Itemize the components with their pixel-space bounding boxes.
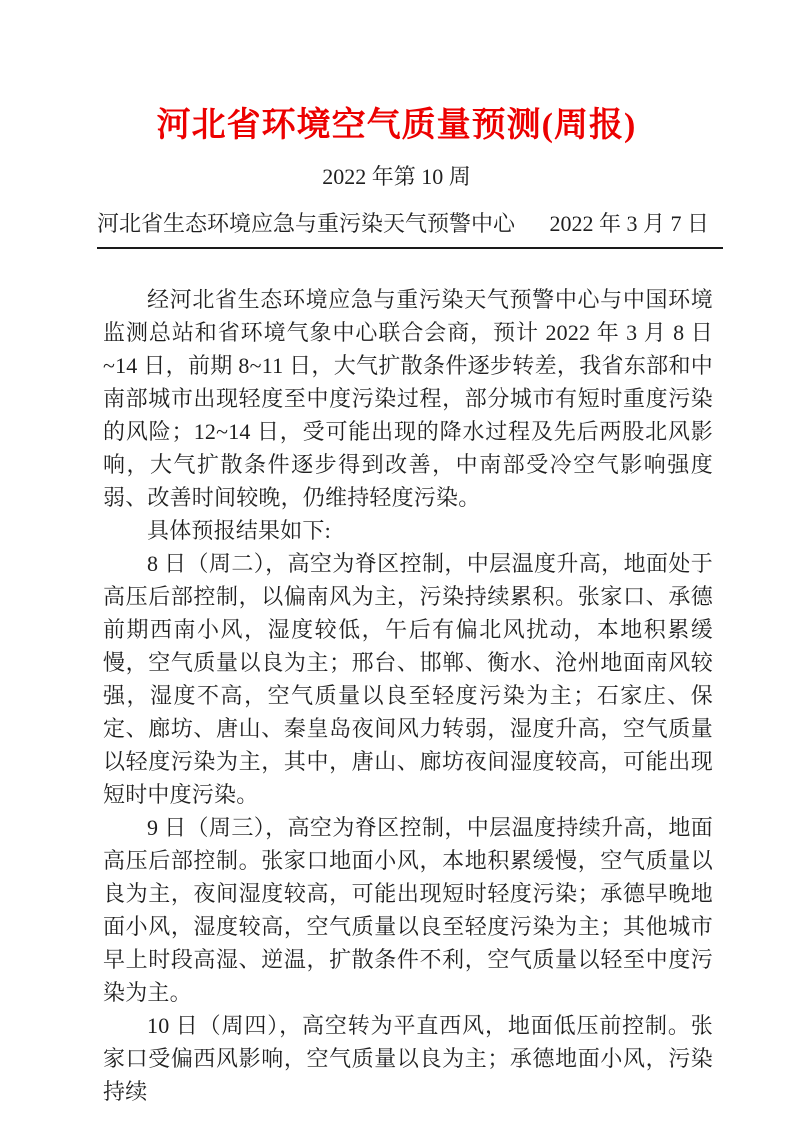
paragraph-day10-forecast: 10 日（周四），高空转为平直西风，地面低压前控制。张家口受偏西风影响，空气质量以良为主；承德地面小风，污染持续 — [103, 1012, 713, 1104]
header-divider — [97, 247, 723, 249]
paragraph-day8-forecast: 8 日（周二），高空为脊区控制，中层温度升高，地面处于高压后部控制，以偏南风为主，污染持续累积。张家口、承德前期西南小风，湿度较低，午后有偏北风扰动，本地积累缓慢，空气质量以良为主；邢台、邯郸、衡水、沧州地面南风较强，湿度不高，空气质量以良至轻度污染为主；石家庄、保定、廊坊、唐山、秦皇岛夜间风力转弱，湿度升高，空气质量以轻度污染为主，其中，唐山、廊坊夜间湿度较高，可能出现短时中度污染。 — [103, 550, 713, 807]
issuing-organization: 河北省生态环境应急与重污染天气预警中心 — [97, 210, 516, 236]
document-content — [97, 211, 723, 1108]
paragraph-forecast-intro: 具体预报结果如下: — [147, 517, 331, 543]
paragraph-summary: 经河北省生态环境应急与重污染天气预警中心与中国环境监测总站和省环境气象中心联合会商，预计 2022 年 3 月 8 日~14 日，前期 8~11 日，大气扩散条件逐步转差，我省东部和中南部城市出现轻度至中度污染过程，部分城市有短时重度污染的风险；12~14 日，受可能出现的降水过程及先后两股北风影响，大气扩散条件逐步得到改善，中南部受冷空气影响强度弱、改善时间较晚，仍维持轻度污染。 — [103, 286, 713, 510]
document-header — [0, 0, 793, 191]
paragraph-day9-forecast: 9 日（周三），高空为脊区控制，中层温度持续升高，地面高压后部控制。张家口地面小风，本地积累缓慢，空气质量以良为主，夜间湿度较高，可能出现短时轻度污染；承德早晚地面小风，湿度较高，空气质量以良至轻度污染为主；其他城市早上时段高湿、逆温，扩散条件不利，空气质量以轻至中度污染为主。 — [103, 814, 713, 1005]
issue-date: 2022 年 3 月 7 日 — [549, 210, 709, 236]
issuer-row — [97, 211, 723, 237]
page-title: 河北省环境空气质量预测(周报) — [156, 107, 637, 144]
document-body — [103, 283, 713, 1108]
report-week-subtitle: 2022 年第 10 周 — [322, 164, 471, 190]
